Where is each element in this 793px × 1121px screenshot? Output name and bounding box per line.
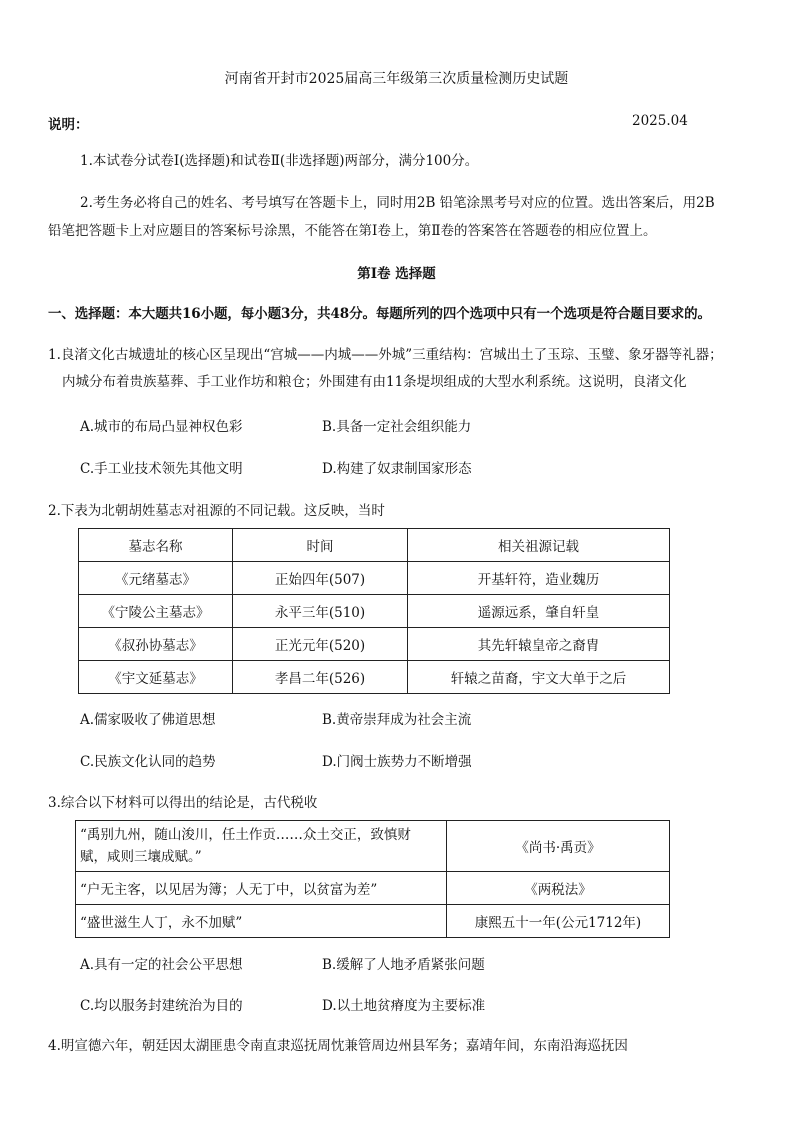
table-row [76, 905, 670, 938]
table-cell: 正光元年(520) [233, 628, 408, 661]
page-title: 河南省开封市2025届高三年级第三次质量检测历史试题 [224, 71, 569, 87]
table-header-row [79, 529, 670, 562]
section-title: 第Ⅰ卷 选择题 [357, 266, 436, 282]
q2-table [78, 528, 670, 694]
q2-option-a[interactable]: A.儒家吸收了佛道思想 [80, 712, 216, 728]
table-cell: 永平三年(510) [233, 595, 408, 628]
q1-option-b[interactable]: B.具备一定社会组织能力 [322, 419, 472, 435]
q1-option-c[interactable]: C.手工业技术领先其他文明 [80, 461, 243, 477]
q2-stem: 2.下表为北朝胡姓墓志对祖源的不同记载。这反映，当时 [48, 503, 385, 519]
exam-date: 2025.04 [632, 113, 688, 129]
table-row [79, 628, 670, 661]
table-cell: “盛世滋生人丁，永不加赋” [76, 905, 447, 938]
table-row [76, 821, 670, 872]
table-cell: 其先轩辕皇帝之裔胄 [408, 628, 670, 661]
table-header: 相关祖源记载 [408, 529, 670, 562]
table-cell: 轩辕之苗裔，宇文大单于之后 [408, 661, 670, 694]
table-row [79, 595, 670, 628]
table-cell: 开基轩符，造业魏历 [408, 562, 670, 595]
instruction-1: 1.本试卷分试卷Ⅰ(选择题)和试卷Ⅱ(非选择题)两部分，满分100分。 [80, 153, 479, 169]
table-cell: 《两税法》 [447, 872, 670, 905]
q2-option-b[interactable]: B.黄帝崇拜成为社会主流 [322, 712, 472, 728]
q1-option-d[interactable]: D.构建了奴隶制国家形态 [322, 461, 472, 477]
table-row [79, 661, 670, 694]
quote-line: “禹别九州，随山浚川，任土作贡……众土交正，致慎财 [80, 827, 411, 843]
table-cell: 孝昌二年(526) [233, 661, 408, 694]
q4-stem: 4.明宣德六年，朝廷因太湖匪患令南直隶巡抚周忱兼管周边州县军务；嘉靖年间，东南沿海巡抚因 [48, 1038, 628, 1054]
note-label: 说明： [48, 117, 89, 133]
table-cell: “户无主客，以见居为簿；人无丁中，以贫富为差” [76, 872, 447, 905]
q3-option-a[interactable]: A.具有一定的社会公平思想 [80, 957, 243, 973]
table-cell: 康熙五十一年(公元1712年) [447, 905, 670, 938]
table-cell [76, 821, 447, 872]
instruction-2a: 2.考生务必将自己的姓名、考号填写在答题卡上，同时用2B 铅笔涂黑考号对应的位置。选出答案后，用2B [80, 195, 715, 211]
table-cell: 《尚书·禹贡》 [447, 821, 670, 872]
table-cell: 遥源远系，肇自轩皇 [408, 595, 670, 628]
q1-stem-a: 1.良渚文化古城遗址的核心区呈现出“宫城——内城——外城”三重结构：宫城出土了玉琮、玉璧、象牙器等礼器； [48, 347, 723, 363]
q1-option-a[interactable]: A.城市的布局凸显神权色彩 [80, 419, 243, 435]
q2-option-c[interactable]: C.民族文化认同的趋势 [80, 754, 216, 770]
table-cell: 《叔孙协墓志》 [79, 628, 233, 661]
q2-option-d[interactable]: D.门阀士族势力不断增强 [322, 754, 472, 770]
table-cell: 《元绪墓志》 [79, 562, 233, 595]
q3-option-c[interactable]: C.均以服务封建统治为目的 [80, 998, 243, 1014]
q3-table [75, 820, 670, 938]
part-heading: 一、选择题：本大题共16小题，每小题3分，共48分。每题所列的四个选项中只有一个选项是符合题目要求的。 [48, 306, 711, 322]
instruction-2b: 铅笔把答题卡上对应题目的答案标号涂黑，不能答在第Ⅰ卷上，第Ⅱ卷的答案答在答题卷的相应位置上。 [48, 223, 657, 239]
q3-option-b[interactable]: B.缓解了人地矛盾紧张问题 [322, 957, 485, 973]
q1-stem-b: 内城分布着贵族墓葬、手工业作坊和粮仓；外围建有由11条堤坝组成的大型水利系统。这说明，良渚文化 [62, 374, 687, 390]
q3-stem: 3.综合以下材料可以得出的结论是，古代税收 [48, 795, 318, 811]
table-header: 时间 [233, 529, 408, 562]
table-row [76, 872, 670, 905]
table-row [79, 562, 670, 595]
table-cell: 《宇文延墓志》 [79, 661, 233, 694]
table-cell: 正始四年(507) [233, 562, 408, 595]
q3-option-d[interactable]: D.以土地贫瘠度为主要标准 [322, 998, 486, 1014]
table-header: 墓志名称 [79, 529, 233, 562]
table-cell: 《宁陵公主墓志》 [79, 595, 233, 628]
quote-line: 赋，咸则三壤成赋。” [80, 849, 202, 865]
